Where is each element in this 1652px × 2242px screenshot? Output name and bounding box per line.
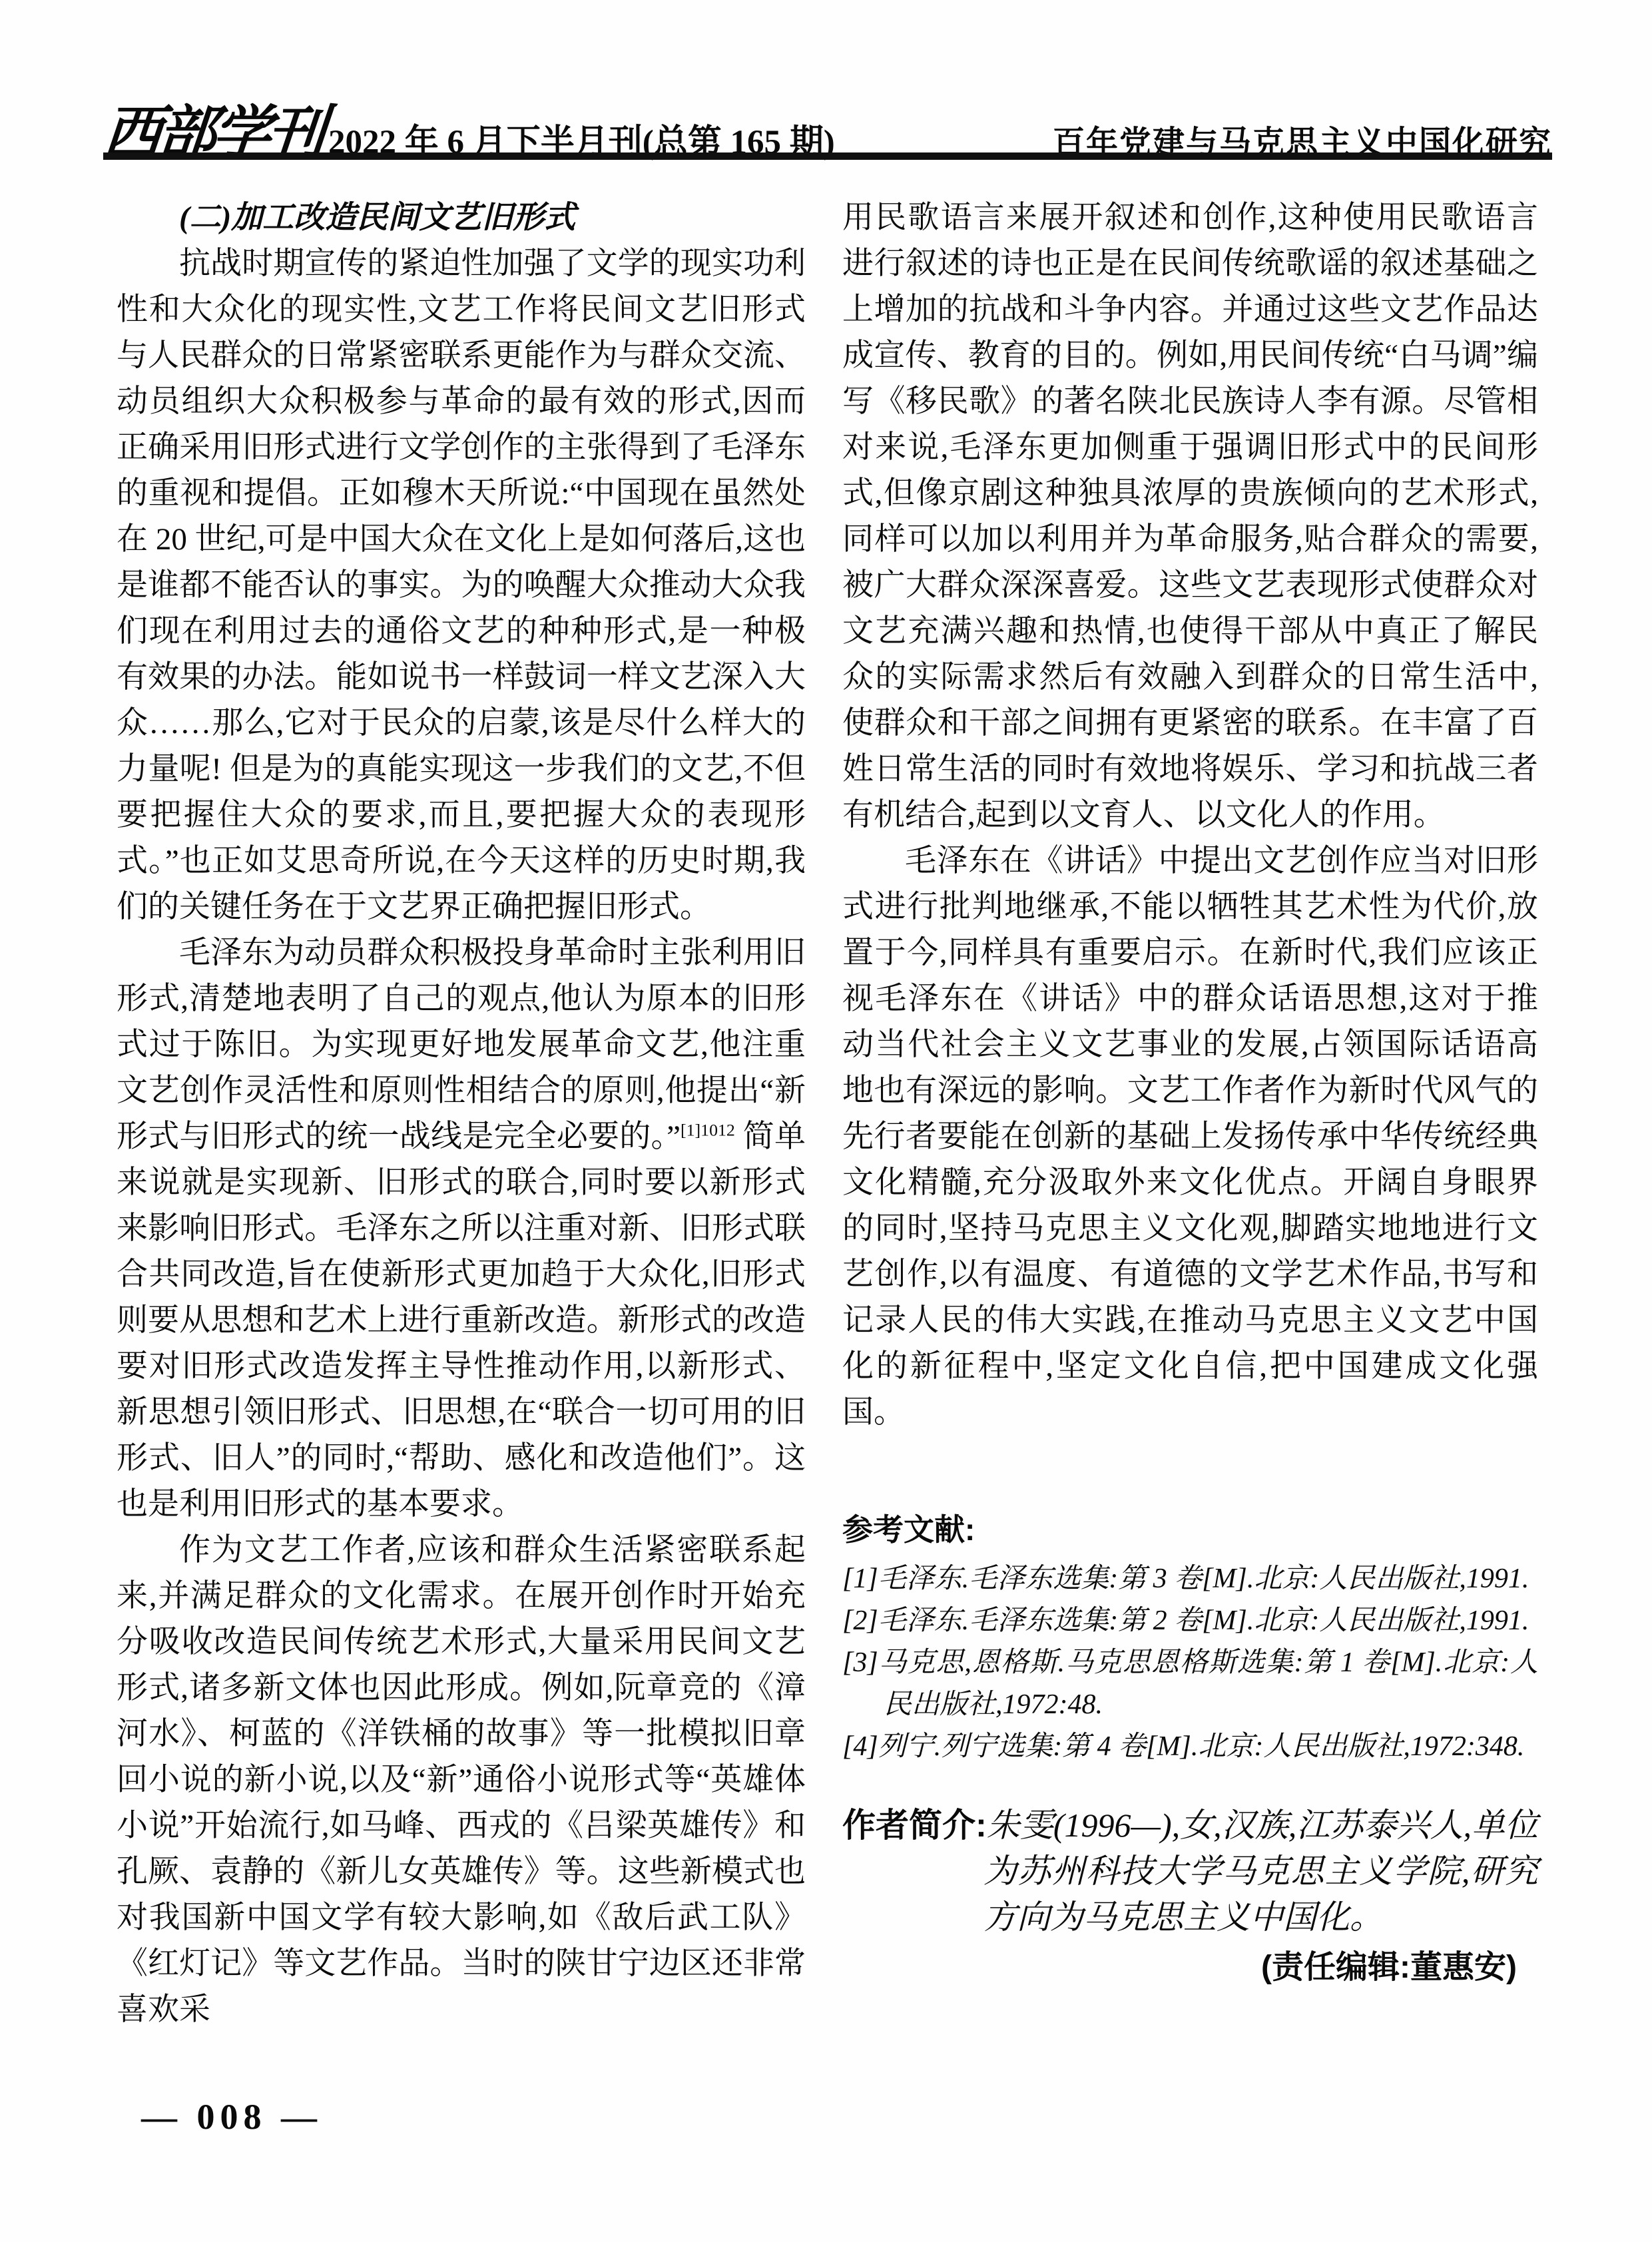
editor-note: (责任编辑:董惠安) (1261, 1950, 1517, 1985)
references-heading: 参考文献: (842, 1512, 975, 1547)
issue-info: 2022 年 6 月下半月刊(总第 165 期) (328, 124, 835, 161)
section-heading: (二)加工改造民间文艺旧形式 (179, 200, 576, 235)
reference-item: [1]毛泽东.毛泽东选集:第 3 卷[M].北京:人民出版社,1991. (842, 1563, 1529, 1594)
reference-item: [4]列宁.列宁选集:第 4 卷[M].北京:人民出版社,1972:348. (842, 1731, 1525, 1762)
left-column (117, 195, 806, 2033)
paragraph: 抗战时期宣传的紧迫性加强了文学的现实功利性和大众化的现实性,文艺工作将民间文艺旧形式与人民群众的日常紧密联系更能作为与群众交流、动员组织大众积极参与革命的最有效的形式,因而正确采用旧形式进行文学创作的主张得到了毛泽东的重视和提倡。正如穆木天所说:“中国现在虽然处在 20 世纪,可是中国大众在文化上是如何落后,这也是谁都不能否认的事实。为的唤醒大众推动大众我们现在利用过去的通俗文艺的种种形式,是一种极有效果的办法。能如说书一样鼓词一样文艺深入大众……那么,它对于民众的启蒙,该是尽什么样大的力量呢! 但是为的真能实现这一步我们的文艺,不但要把握住大众的要求,而且,要把握大众的表现形式。”也正如艾思奇所说,在今天这样的历史时期,我们的关键任务在于文艺界正确把握旧形式。 (117, 246, 806, 924)
author-bio-label: 作者简介: (842, 1807, 987, 1844)
journal-logo: 西部学刊 (100, 102, 325, 166)
paragraph-text: 毛泽东为动员群众积极投身革命时主张利用旧形式,清楚地表明了自己的观点,他认为原本的旧形式过于陈旧。为实现更好地发展革命文艺,他注重文艺创作灵活性和原则性相结合的原则,他提出“新形式与旧形式的统一战线是完全必要的。” (117, 936, 806, 1154)
article-body (117, 195, 1538, 2033)
paragraph-text: 简单来说就是实现新、旧形式的联合,同时要以新形式来影响旧形式。毛泽东之所以注重对新、旧形式联合共同改造,旨在使新形式更加趋于大众化,旧形式则要从思想和艺术上进行重新改造。新形式的改造要对旧形式改造发挥主导性推动作用,以新形式、新思想引领旧形式、旧思想,在“联合一切可用的旧形式、旧人”的同时,“帮助、感化和改造他们”。这也是利用旧形式的基本要求。 (117, 1119, 806, 1522)
page-number: — 008 — (141, 2097, 322, 2137)
column-theme-title: 百年党建与马克思主义中国化研究 (1052, 125, 1552, 160)
reference-item: [2]毛泽东.毛泽东选集:第 2 卷[M].北京:人民出版社,1991. (842, 1605, 1529, 1636)
paragraph: 毛泽东在《讲话》中提出文艺创作应当对旧形式进行批判地继承,不能以牺牲其艺术性为代价,放置于今,同样具有重要启示。在新时代,我们应该正视毛泽东在《讲话》中的群众话语思想,这对于推动当代社会主义文艺事业的发展,占领国际话语高地也有深远的影响。文艺工作者作为新时代风气的先行者要能在创新的基础上发扬传承中华传统经典文化精髓,充分汲取外来文化优点。开阔自身眼界的同时,坚持马克思主义文化观,脚踏实地地进行文艺创作,以有温度、有道德的文学艺术作品,书写和记录人民的伟大实践,在推动马克思主义文艺中国化的新征程中,坚定文化自信,把中国建成文化强国。 (842, 844, 1538, 1430)
paragraph-continued: 用民歌语言来展开叙述和创作,这种使用民歌语言进行叙述的诗也正是在民间传统歌谣的叙述基础之上增加的抗战和斗争内容。并通过这些文艺作品达成宣传、教育的目的。例如,用民间传统“白马调”编写《移民歌》的著名陕北民族诗人李有源。尽管相对来说,毛泽东更加侧重于强调旧形式中的民间形式,但像京剧这种独具浓厚的贵族倾向的艺术形式,同样可以加以利用并为革命服务,贴合群众的需要,被广大群众深深喜爱。这些文艺表现形式使群众对文艺充满兴趣和热情,也使得干部从中真正了解民众的实际需求然后有效融入到群众的日常生活中,使群众和干部之间拥有更紧密的联系。在丰富了百姓日常生活的同时有效地将娱乐、学习和抗战三者有机结合,起到以文育人、以文化人的作用。 (842, 200, 1538, 832)
header-rule (103, 152, 1552, 160)
author-bio-text: 朱雯(1996—),女,汉族,江苏泰兴人,单位为苏州科技大学马克思主义学院,研究方向为马克思主义中国化。 (983, 1807, 1539, 1936)
paragraph (117, 930, 806, 1528)
author-bio (842, 1803, 1538, 1940)
paragraph: 作为文艺工作者,应该和群众生活紧密联系起来,并满足群众的文化需求。在展开创作时开始充分吸收改造民间传统艺术形式,大量采用民间文艺形式,诸多新文体也因此形成。例如,阮章竞的《漳河水》、柯蓝的《洋铁桶的故事》等一批模拟旧章回小说的新小说,以及“新”通俗小说形式等“英雄体小说”开始流行,如马峰、西戎的《吕梁英雄传》和孔厥、袁静的《新儿女英雄传》等。这些新模式也对我国新中国文学有较大影响,如《敌后武工队》《红灯记》等文艺作品。当时的陕甘宁边区还非常喜欢采 (117, 1533, 806, 2027)
references-section (842, 1510, 1538, 1768)
author-bio-section (842, 1803, 1538, 1990)
reference-item: [3]马克思,恩格斯.马克思恩格斯选集:第 1 卷[M].北京:人民出版社,1972:48. (842, 1647, 1538, 1720)
citation-superscript: [1]1012 (681, 1120, 735, 1140)
right-column (842, 195, 1538, 2033)
